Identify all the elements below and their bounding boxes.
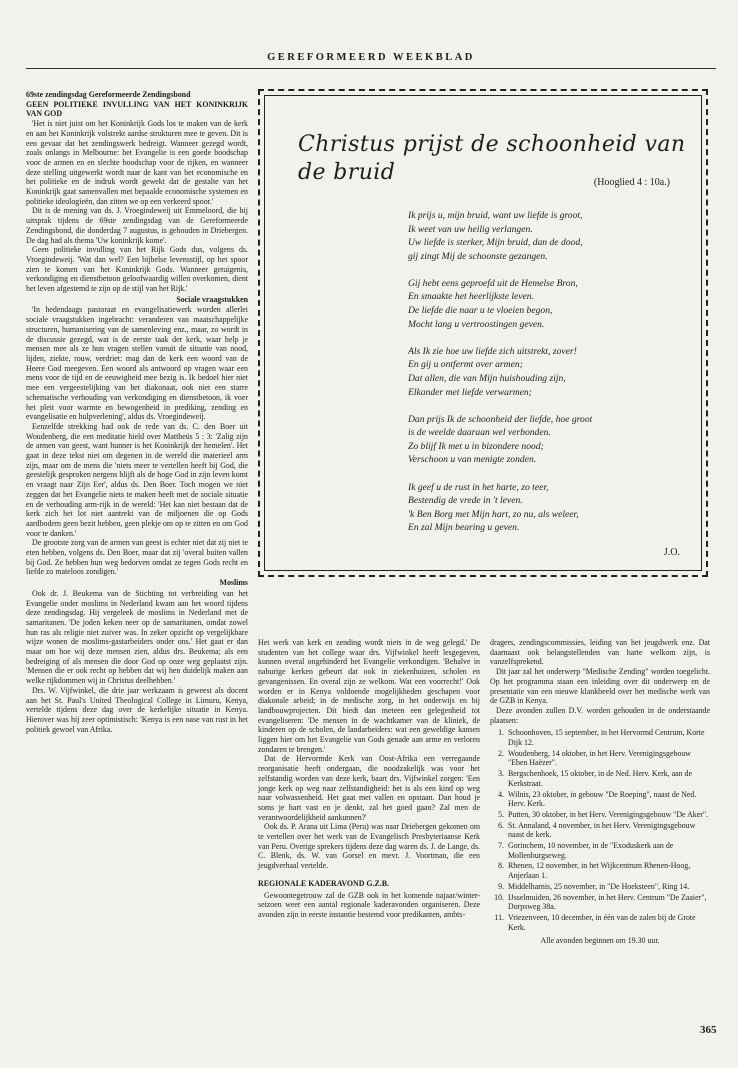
poem-stanza <box>408 209 698 263</box>
paragraph: Ook dr. J. Beukema van de Stichting tot verbreiding van het Evangelie onder moslims in Nederland kwam aan het woord tijdens deze zendingsdag. Hij vergeleek de moslims in Nederland met de samaritanen. 'De joden keken neer op de samaritanen, omdat zowel hun ras als religie niet zuiver was. In zeker opzicht op vergelijkbare wijze wonen de moslims-gastarbeiders onder ons.' Het gaat er dan maar om hoe wij deze mensen zien, aldus drs. Beukema; als een bedreiging of als mensen die door God op onze weg geplaatst zijn. 'Mensen die er ook recht op hebben dat wij hen duidelijk maken aan welke rijkdommen wij in Christus deelhebben.' <box>26 588 248 686</box>
poem-line: Ik weet van uw heilig verlangen. <box>408 223 533 235</box>
list-number: 1. <box>498 728 504 738</box>
list-item <box>490 893 710 912</box>
subhead-sociale-vraagstukken: Sociale vraagstukken <box>176 294 248 304</box>
poem-stanza <box>408 413 698 467</box>
list-item <box>490 882 710 892</box>
poem-line: is de weelde daaraan wel verbonden. <box>408 427 551 439</box>
list-number: 6. <box>498 820 504 830</box>
paragraph: 'In hedendaags pastoraat en evangelisatiewerk worden allerlei sociale vraagstukken ingebracht: veranderen van maatschappelijke structuren, humanisering van de samenleving enz., maar, zo wordt in de discussie gezegd, wat is de eerste taak der kerk, waar help je mensen mee als ze hun vragen stellen vanuit de situatie van nood, lijden, ziekte, rouw, verdriet: mag dan de kerk een woord van de Heere God meegeven. Een woord als antwoord op vragen waar een mens voor de tijd en de eeuwigheid mee bezig is. Ik bedoel hier niet mee een vergeestelijking van het diakonaat, ook niet een starre schematische verhouding van verkondiging en dienstbetoon, ik voer het pleit voor warmte en bewogenheid in prediking, zending en evangelisatie en hulpverlening', aldus ds. Vroegindeweij. <box>26 305 248 422</box>
header-rule <box>26 68 716 69</box>
article-middle-column <box>258 638 480 920</box>
places-list <box>490 728 710 932</box>
section-title-kaderavond: REGIONALE KADERAVOND G.Z.B. <box>258 878 390 888</box>
list-text: St. Annaland, 4 november, in het Herv. Verenigingsgebouw naast de kerk. <box>508 820 696 840</box>
list-number: 9. <box>498 881 504 891</box>
list-text: Middelharnis, 25 november, in "De Hoeksteen", Ring 14. <box>508 881 690 891</box>
poem-line: Bestendig de vrede in 't leven. <box>408 495 523 507</box>
article-left-column <box>26 90 248 734</box>
list-item <box>490 861 710 880</box>
paragraph: dragers, zendingscommissies, leiding van het jeugdwerk enz. Dat daarnaast ook belangstellenden van harte welkom zijn, is vanzelfsprekend. <box>490 638 710 667</box>
poem-line: En gij u ontfermt over armen; <box>408 359 523 371</box>
poem-line: Mocht lang u vertroostingen geven. <box>408 318 545 330</box>
article-kicker: 69ste zendingsdag Gereformeerde Zendingsbond <box>26 90 191 99</box>
subhead-moslims: Moslims <box>219 578 248 588</box>
poem-stanza <box>408 481 698 535</box>
list-item <box>490 810 710 820</box>
list-number: 4. <box>498 789 504 799</box>
closing-note: Alle avonden beginnen om 19.30 uur. <box>540 936 660 946</box>
paragraph: Eenzelfde strekking had ook de rede van ds. C. den Boer uit Woudenberg, die een meditatie hield over Mattheüs 5 : 3: 'Zalig zijn de armen van geest, want hunner is het Koninkrijk der hemelen'. Het gaat in deze tekst niet om degenen in de wereld die materieel arm zijn, maar om de mens die 'niets meer te vertellen heeft bij God, die geestelijk gesproken nergens blijft als de hoge God in zijn leven komt en vraagt naar Zijn Eer', aldus ds. Den Boer. Toch mogen we niet zeggen dat het Evangelie niets te maken heeft met de sociale situatie en de verhouding arm-rijk in de wereld: 'Het kan niet bestaan dat de kerk zich het lot niet aantrekt van de miljoenen die op Gods aardbodem geen bezit hebben, geen plekje om op te zitten en om God voor te danken.' <box>26 421 248 538</box>
poem-line: Dat allen, die van Mijn huishouding zijn, <box>408 372 566 384</box>
list-number: 11. <box>494 912 504 922</box>
list-text: Putten, 30 oktober, in het Herv. Verenigingsgebouw "De Aker". <box>508 809 709 819</box>
list-item <box>490 821 710 840</box>
list-number: 3. <box>498 769 504 779</box>
poem-lines <box>408 209 698 548</box>
page-header: GEREFORMEERD WEEKBLAD <box>267 52 475 63</box>
paragraph: Dit is de mening van ds. J. Vroegindeweij uit Emmeloord, die hij uitsprak tijdens de 69ste zendingsdag van de Gereformeerde Zendingsbond, die donderdag 7 augustus, is gehouden in Driebergen. De dag had als thema 'Uw koninkrijk kome'. <box>26 206 248 245</box>
poem-line: Zo blijf Ik met u in bizondere nood; <box>408 440 544 452</box>
article-right-column <box>490 638 710 946</box>
poem-signature: J.O. <box>663 547 680 558</box>
poem-stanza <box>408 345 698 399</box>
list-item <box>490 728 710 747</box>
list-item <box>490 749 710 768</box>
list-text: Wilnis, 23 oktober, in gebouw "De Roeping", naast de Ned. Herv. Kerk. <box>508 789 697 809</box>
poem-line: Uw liefde is sterker, Mijn bruid, dan de dood, <box>408 237 583 249</box>
list-number: 5. <box>498 809 504 819</box>
poem-line: De liefde die naar u te vloeien begon, <box>408 305 553 317</box>
list-text: IJsselmuiden, 26 november, in het Herv. Centrum "De Zaaier", Dorpsweg 38a. <box>508 892 707 912</box>
list-text: Woudenberg, 14 oktober, in het Herv. Verenigingsgebouw "Eben Haëzer". <box>508 748 691 768</box>
poem-line: Elkander met liefde verwarmen; <box>408 386 532 398</box>
poem-line: Gij hebt eens geproefd uit de Hemelse Bron, <box>408 277 578 289</box>
page-number: 365 <box>700 1024 717 1036</box>
list-item <box>490 769 710 788</box>
poem-title: Christus prijst de schoonheid van de bruid <box>298 132 686 185</box>
poem-stanza <box>408 277 698 331</box>
paragraph: 'Het is niet juist om het Koninkrijk Gods los te maken van de kerk en aan het Koninkrijk volstrekt aardse strukturen mee te geven. Dit is een gevaar dat het zendingswerk bedreigt. Wanneer gezegd wordt, zoals onlangs in Melbourne: het Evangelie is een goede boodschap voor de armen en en slechte boodschap voor de rijken, en wanneer deze stelling uitgewerkt wordt naar de kant van het economische en het politieke en de indruk wordt gewekt dat de gestalte van het Koninkrijk gaat samenvallen met bepaalde economische systemen en politieke ideologieën, dan zitten we op een verkeerd spoor.' <box>26 119 248 206</box>
list-item <box>490 913 710 932</box>
list-item <box>490 790 710 809</box>
list-text: Bergschenhoek, 15 oktober, in de Ned. Herv. Kerk, aan de Kerkstraat. <box>508 769 692 788</box>
paragraph: Geen politieke invulling van het Rijk Gods dus, volgens ds. Vroegindeweij. 'Wat dan wel? Een bijbelse levensstijl, op het spoor zien te komen van het Koninkrijk Gods. Wanneer getuigenis, verkondiging en dienstbetoon geloofwaardig willen overkomen, dient het leven afgestemd te zijn op de stijl van het Rijk.' <box>26 245 248 294</box>
paragraph: Gewoontegetrouw zal de GZB ook in het komende najaar/winter-seizoen weer een aantal regionale kaderavonden organiseren. Deze avonden zijn in eerste instantie bestemd voor predikanten, ambts- <box>258 890 480 919</box>
paragraph: Dit jaar zal het onderwerp "Medische Zending" worden toegelicht. Op het programma staan een inleiding over dit onderwerp en de presentatie van een nieuwe klankbeeld over het medische werk van de GZB in Kenya. <box>490 667 710 706</box>
poem-line: En zal Mijn bearing u geven. <box>408 522 520 534</box>
list-item <box>490 841 710 860</box>
list-text: Vriezenveen, 10 december, in één van de zalen bij de Grote Kerk. <box>508 912 696 932</box>
poem-reference: (Hooglied 4 : 10a.) <box>593 177 670 188</box>
poem-line: Dan prijs Ik de schoonheid der liefde, hoe groot <box>408 413 593 425</box>
paragraph: Deze avonden zullen D.V. worden gehouden in de onderstaande plaatsen: <box>490 705 710 725</box>
poem-line: Als Ik zie hoe uw liefde zich uitstrekt, zover! <box>408 345 577 357</box>
paragraph: Drs. W. Vijfwinkel, die drie jaar werkzaam is geweest als docent aan het St. Paul's United Theological College in Limuru, Kenya, vertelde tijdens deze dag over de kerkelijke situatie in Kenya. Hierover was hij zeer optimistisch: 'Kenya is een oase van rust in het politiek gewoel van Afrika. <box>26 685 248 734</box>
poem-line: Ik prijs u, mijn bruid, want uw liefde is groot, <box>408 210 583 221</box>
paragraph: Het werk van kerk en zending wordt niets in de weg gelegd.' De studenten van het college waar drs. Vijfwinkel heeft lesgegeven, kunnen overal ongehinderd het Evangelie verkondigen. 'Behalve in naburige kerken gebeurt dat ook in ziekenhuizen, scholen en gevangenissen. En overal zijn ze welkom. Wat een voorrecht!' Ook worden er in Kenya voldoende mogelijkheden geschapen voor diakonale arbeid; in de medische zorg, in het onderwijs en bij landbouwprojecten. Dit biedt dan meteen een gelegenheid tot evangeliseren: 'De mensen in de wachtkamer van de kliniek, de kinderen op de scholen, de landarbeiders: wat een geweldige kansen liggen hier om het Evangelie van Gods genade aan arme en verloren zondaren te brengen.' <box>258 638 480 754</box>
poem-line: gij zingt Mij de schoonste gezangen. <box>408 250 548 262</box>
poem-box <box>258 89 708 577</box>
poem-line: Verschoon u van menigte zonden. <box>408 454 537 466</box>
poem-line: 'k Ben Borg met Mijn hart, zo nu, als weleer, <box>408 508 579 520</box>
article-headline: GEEN POLITIEKE INVULLING VAN HET KONINKRIJK VAN GOD <box>26 99 248 119</box>
list-number: 10. <box>494 892 504 902</box>
list-text: Schoonhoven, 15 september, in het Hervormd Centrum, Korte Dijk 12. <box>508 728 705 748</box>
paragraph: Dat de Hervormde Kerk van Oost-Afrika een verregaande reorganisatie heeft ondergaan, die noodzakelijk was voor het zelfstandig worden van deze kerk, baart drs. Vijfwinkel zorgen: 'Een jonge kerk op weg naar zelfstandigheid: het is als een kind op weg naar volwassenheid. Het gaat met vallen en opstaan. Dan houd je soms je hart vast en je denkt, zal het goed gaan? Zal men de verantwoordelijkheid aankunnen?' <box>258 754 480 822</box>
poem-line: Ik geef u de rust in het harte, zo teer, <box>408 481 549 493</box>
paragraph: De grootste zorg van de armen van geest is echter niet dat zij niet te eten hebben, volgens ds. Den Boer, maar dat zij 'overal buiten vallen bij God. Ze hebben hun weg bedorven omdat ze tegen Gods recht en liefde zo mateloos zondigen.' <box>26 538 248 577</box>
list-number: 2. <box>498 748 504 758</box>
list-text: Rhenen, 12 november, in het Wijkcentrum Rhenen-Hoog, Anjerlaan 1. <box>508 861 691 881</box>
list-number: 7. <box>498 841 504 851</box>
list-text: Gorinchem, 10 november, in de "Exoduskerk aan de Mollenburgseweg. <box>508 841 674 860</box>
paragraph: Ook ds. P. Arana uit Lima (Peru) was naar Driebergen gekomen om te vertellen over het werk van de Evangelisch Presbyteriaanse Kerk van Peru. Overige sprekers tijdens deze dag waren ds. J. de Lange, ds. C. Blenk, ds. W. van Gorsel en mevr. J. Voortman, die een jeugdverhaal vertelde. <box>258 822 480 871</box>
poem-line: En smaakte het heerlijkste leven. <box>408 291 535 303</box>
list-number: 8. <box>498 861 504 871</box>
